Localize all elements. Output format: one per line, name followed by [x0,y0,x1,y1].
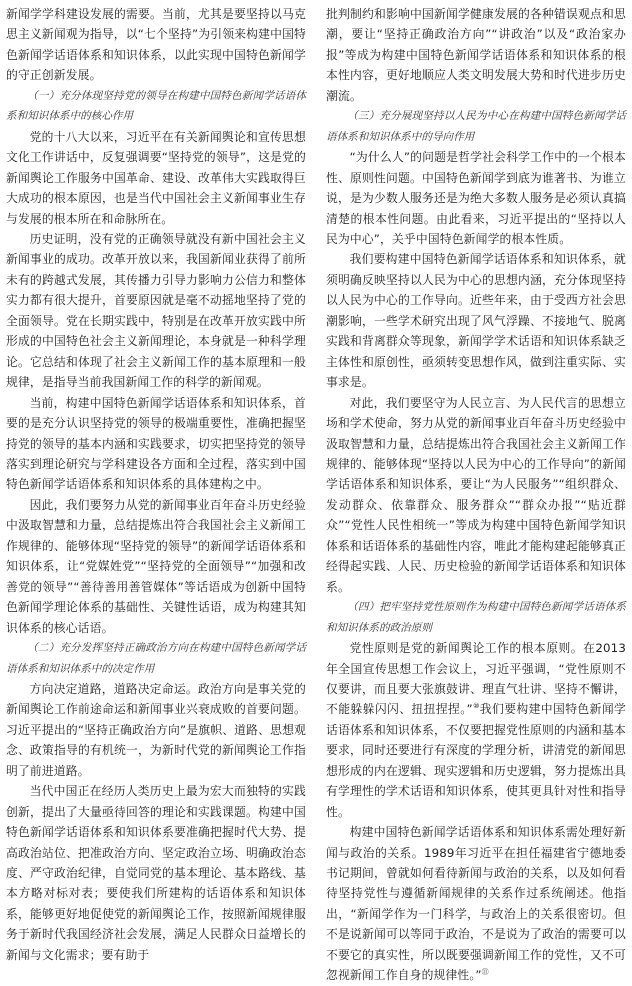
left-column [6,4,306,962]
section-heading: （四）把牢坚持党性原则作为构建中国特色新闻学话语体系和知识体系的政治原则 [326,601,626,634]
paragraph: 当代中国正在经历人类历史上最为宏大而独特的实践创新，提出了大量亟待回答的理论和实践课题。构建中国特色新闻学话语体系和知识体系要准确把握时代大势、提高政治站位、把准政治方向、坚定政治立场、明确政治态度、严守政治纪律，自觉同党的基本理论、基本路线、基本方略对标对表；要使我们所建构的话语体系和知识体系，能够更好地促使党的新闻舆论工作，按照新闻规律服务于新时代我国经济社会发展，满足人民群众日益增长的新闻与文化需求；要有助于 [6,784,306,962]
footnote-marker: ⑪ [481,968,489,977]
paragraph: 新闻学学科建设发展的需要。当前，尤其是要坚持以马克思主义新闻观为指导，以“七个坚持”为引领来构建中国特色新闻学话语体系和知识体系，以此实现中国特色新闻学的守正创新发展。 [6,7,306,83]
paragraph: 对此，我们要坚守为人民立言、为人民代言的思想立场和学术使命，努力从党的新闻事业百年奋斗历史经验中汲取智慧和力量，总结提炼出符合我国社会主义新闻工作规律的、能够体现“坚持以人民为中心的工作导向”的新闻学话语体系和知识体系，要让“为人民服务”“组织群众、发动群众、依靠群众、服务群众”“群众办报”“贴近群众”“党性人民性相统一”等成为构建中国特色新闻学知识体系和话语体系的基础性内容，唯此才能构建起能够真正经得起实践、人民、历史检验的新闻学话语体系和知识体系。 [326,395,626,594]
section-heading: （一）充分体现坚持党的领导在构建中国特色新闻学话语体系和知识体系中的核心作用 [6,89,306,123]
document-page [6,4,626,983]
paragraph-text: 党性原则是党的新闻舆论工作的根本原则。在2013年全国宣传思想工作会议上，习近平强调，“党性原则不仅要讲，而且要大张旗鼓讲、理直气壮讲、坚持不懈讲，不能躲躲闪闪、扭扭捏捏。” [326,641,626,717]
paragraph [326,822,626,986]
paragraph: 历史证明，没有党的正确领导就没有新中国社会主义新闻事业的成功。改革开放以来，我国新闻业获得了前所未有的跨越式发展，其传播力引导力影响力公信力和整体实力都有很大提升，首要原因就是毫不动摇地坚持了党的全面领导。党在长期实践中，特别是在改革开放实践中所形成的中国特色社会主义新闻理论，本身就是一种科学理论。它总结和体现了社会主义新闻工作的基本原理和一般规律，是指导当前我国新闻工作的科学的新闻观。 [6,231,306,390]
paragraph: 批判制约和影响中国新闻学健康发展的各种错误观点和思潮，要让“坚持正确政治方向”“讲政治”以及“政治家办报”等成为构建中国特色新闻学话语体系和知识体系的根本性内容，更好地顺应人类文明发展大势和时代进步历史潮流。 [326,7,626,103]
paragraph: 我们要构建中国特色新闻学话语体系和知识体系，就须明确反映坚持以人民为中心的思想内涵，充分体现坚持以人民为中心的工作导向。近些年来，由于受西方社会思潮影响，一些学术研究出现了风气浮躁、不接地气、脱离实践和背离群众等现象，新闻学学术话语和知识体系缺乏主体性和原创性，亟须转变思想作风，做到注重实际、实事求是。 [326,252,626,390]
paragraph: 方向决定道路，道路决定命运。政治方向是事关党的新闻舆论工作前途命运和新闻事业兴衰成败的首要问题。习近平提出的“坚持正确政治方向”是旗帜、道路、思想观念、政策指导的有机统一，为新时代党的新闻舆论工作指明了前进道路。 [6,681,306,778]
section-heading: （二）充分发挥坚持正确政治方向在构建中国特色新闻学话语体系和知识体系中的决定作用 [6,642,306,675]
section-heading: （三）充分展现坚持以人民为中心在构建中国特色新闻学话语体系和知识体系中的导向作用 [326,110,626,143]
paragraph: “为什么人”的问题是哲学社会科学工作中的一个根本性、原则性问题。中国特色新闻学到底为谁著书、为谁立说，是为少数人服务还是为绝大多数人服务是必须认真搞清楚的根本性问题。由此看来，习近平提出的“坚持以人民为中心”，关乎中国特色新闻学的根本性质。 [326,150,626,246]
footnote-marker: ⑩ [472,702,480,711]
paragraph: 当前，构建中国特色新闻学话语体系和知识体系，首要的是充分认识坚持党的领导的极端重要性，准确把握坚持党的领导的基本内涵和实践要求，切实把坚持党的领导落实到理论研究与学科建设各方面和全过程，落实到中国特色新闻学话语体系和知识体系的具体建构之中。 [6,395,306,492]
paragraph: 党的十八大以来，习近平在有关新闻舆论和宣传思想文化工作讲话中，反复强调要“坚持党的领导”，这是党的新闻舆论工作服务中国革命、建设、改革伟大实践取得巨大成功的根本原因，也是当代中国社会主义新闻事业生存与发展的根本所在和命脉所在。 [6,129,306,226]
right-column [326,4,626,983]
paragraph [326,638,626,822]
paragraph-text: 我们要构建中国特色新闻学话语体系和知识体系，不仅要把握党性原则的内涵和基本要求，同时还要进行有深度的学理分析，讲清党的新闻思想形成的内在逻辑、现实逻辑和历史逻辑，努力提炼出具有学理性的学术话语和知识体系，使其更具针对性和指导性。 [326,702,626,819]
paragraph-text: 构建中国特色新闻学话语体系和知识体系需处理好新闻与政治的关系。1989年习近平在担任福建省宁德地委书记期间，曾就如何看待新闻与政治的关系，以及如何看待坚持党性与遵循新闻规律的关系作过系统阐述。他指出，“新闻学作为一门科学，与政治上的关系很密切。但不是说新闻可以等同于政治，不是说为了政治的需要可以不要它的真实性，所以既要强调新闻工作的党性，又不可忽视新闻工作自身的规律性。” [326,825,626,983]
paragraph: 因此，我们要努力从党的新闻事业百年奋斗历史经验中汲取智慧和力量，总结提炼出符合我国社会主义新闻工作规律的、能够体现“坚持党的领导”的新闻学话语体系和知识体系，让“党媒姓党”“坚持党的全面领导”“加强和改善党的领导”“善待善用善管媒体”等话语成为创新中国特色新闻学理论体系的基础性、关键性话语，成为构建其知识体系的核心话语。 [6,497,306,635]
